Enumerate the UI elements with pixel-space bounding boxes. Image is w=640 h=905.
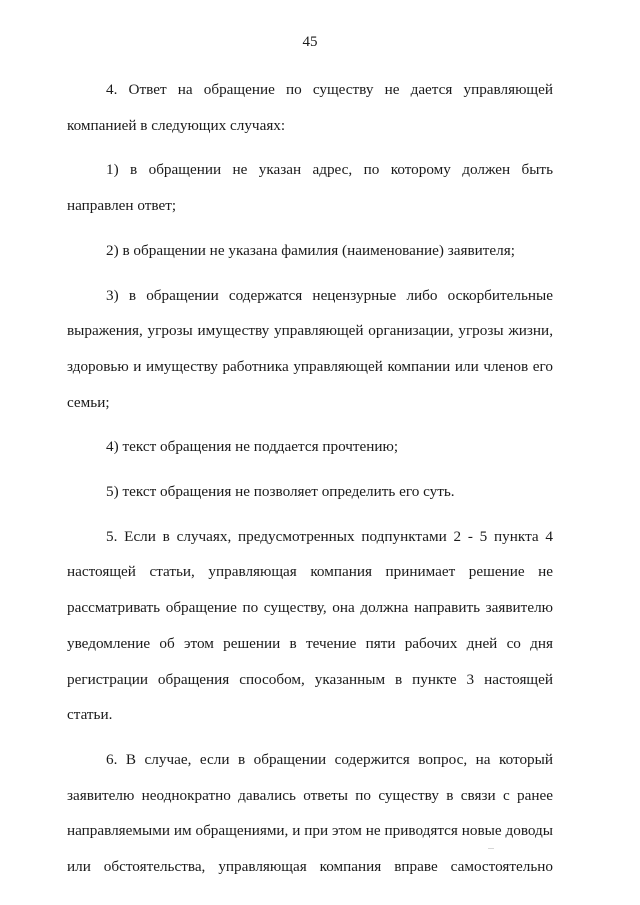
paragraph-4-item-1: 1) в обращении не указан адрес, по которому должен быть направлен ответ; (67, 161, 553, 215)
page-number: 45 (302, 34, 318, 50)
paragraph-5: 5. Если в случаях, предусмотренных подпунктами 2 - 5 пункта 4 настоящей статьи, управляющая компания принимает решение не рассматривать обращение по существу, она должна направить заявителю уведомление об этом решении в течение пяти рабочих дней со дня регистрации обращения способом, указанным в пункте 3 настоящей статьи. (67, 527, 553, 724)
paragraph-6: 6. В случае, если в обращении содержится вопрос, на который заявителю неоднократно давались ответы по существу в связи с ранее направляемыми им обращениями, и при этом не приводятся новые доводы или обстоятельства, управляющая компания вправе самостоятельно (67, 750, 553, 876)
scan-artifact (488, 848, 494, 849)
paragraph-4-item-4: 4) текст обращения не поддается прочтению; (106, 438, 399, 456)
paragraph-4-item-3: 3) в обращении содержатся нецензурные либо оскорбительные выражения, угрозы имуществу управляющей организации, угрозы жизни, здоровью и имуществу работника управляющей компании или членов его семьи; (67, 286, 553, 411)
paragraph-4: 4. Ответ на обращение по существу не дается управляющей компанией в следующих случаях: (67, 81, 553, 134)
paragraph-4-item-2: 2) в обращении не указана фамилия (наименование) заявителя; (106, 241, 515, 259)
document-body (67, 72, 553, 894)
paragraph-4-item-5: 5) текст обращения не позволяет определить его суть. (106, 483, 455, 501)
